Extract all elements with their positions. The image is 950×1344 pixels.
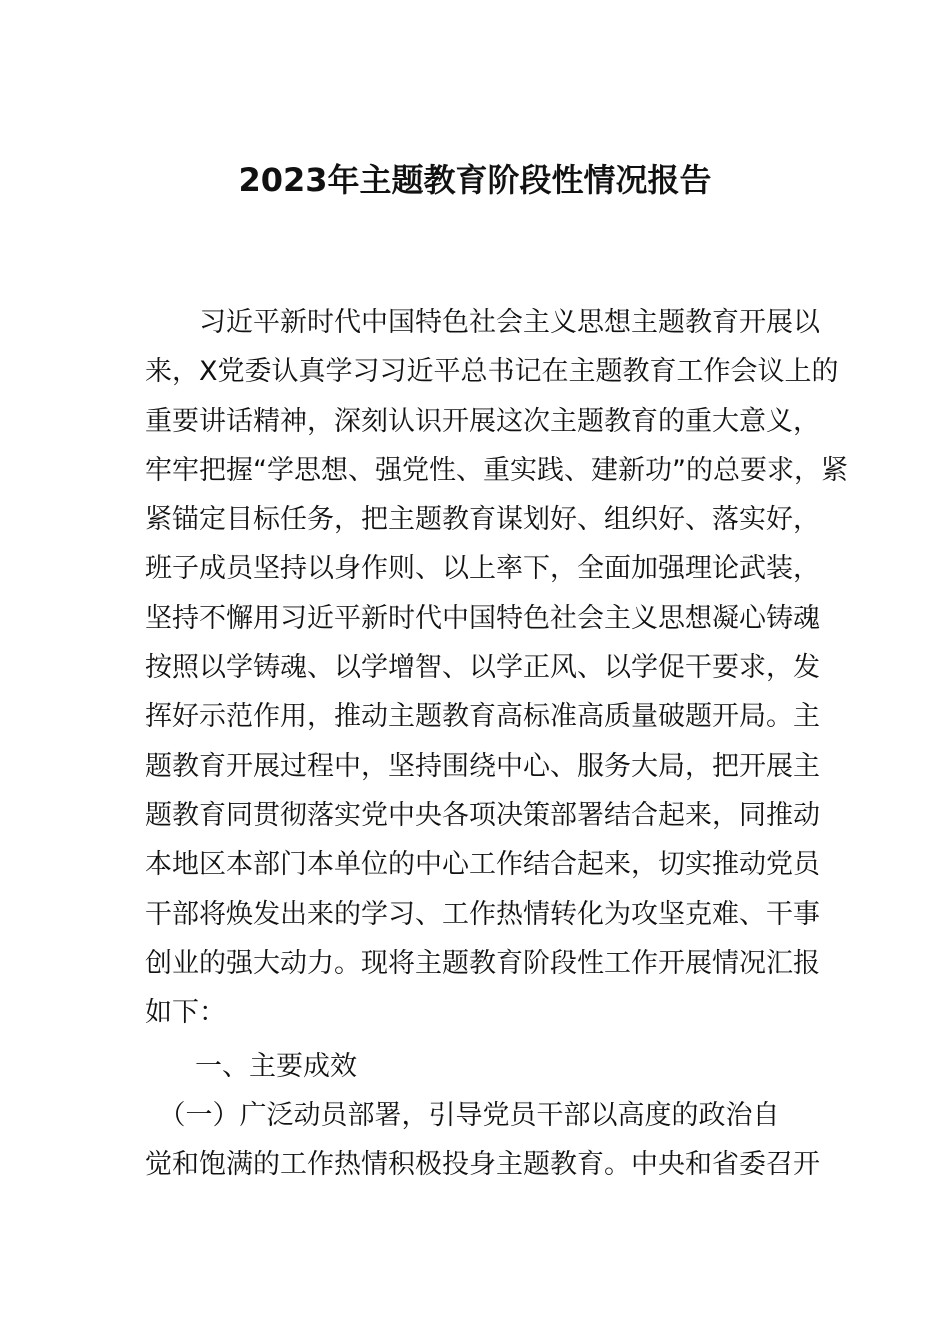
paragraph-line: 如下： bbox=[145, 997, 226, 1029]
paragraph-line: 题教育开展过程中，坚持围绕中心、服务大局，把开展主 bbox=[145, 750, 820, 782]
paragraph-line: 班子成员坚持以身作则、以上率下，全面加强理论武装， bbox=[145, 553, 820, 585]
paragraph-line: 挥好示范作用，推动主题教育高标准高质量破题开局。主 bbox=[145, 701, 820, 733]
paragraph-line: 重要讲话精神，深刻认识开展这次主题教育的重大意义， bbox=[145, 405, 820, 437]
document-title: 2023年主题教育阶段性情况报告 bbox=[238, 161, 712, 199]
paragraph-line: 题教育同贯彻落实党中央各项决策部署结合起来，同推动 bbox=[145, 799, 820, 831]
paragraph-line: 按照以学铸魂、以学增智、以学正风、以学促干要求，发 bbox=[145, 652, 820, 684]
paragraph-line: 牢牢把握“学思想、强党性、重实践、建新功”的总要求，紧 bbox=[145, 454, 848, 486]
section-paragraph bbox=[145, 1091, 820, 1190]
paragraph-line: （一）广泛动员部署，引导党员干部以高度的政治自 bbox=[145, 1100, 780, 1131]
paragraph-line: 干部将焕发出来的学习、工作热情转化为攻坚克难、干事 bbox=[145, 898, 820, 930]
paragraph-line: 坚持不懈用习近平新时代中国特色社会主义思想凝心铸魂 bbox=[145, 602, 820, 634]
paragraph-line: 习近平新时代中国特色社会主义思想主题教育开展以 bbox=[145, 307, 820, 338]
paragraph-line: 紧锚定目标任务，把主题教育谋划好、组织好、落实好， bbox=[145, 504, 820, 536]
paragraph-line: 觉和饱满的工作热情积极投身主题教育。中央和省委召开 bbox=[145, 1149, 820, 1181]
intro-paragraph bbox=[145, 298, 848, 1037]
paragraph-line: 创业的强大动力。现将主题教育阶段性工作开展情况汇报 bbox=[145, 947, 820, 979]
paragraph-line: 本地区本部门本单位的中心工作结合起来，切实推动党员 bbox=[145, 849, 820, 881]
section-heading: 一、主要成效 bbox=[195, 1051, 357, 1082]
paragraph-line: 来，X党委认真学习习近平总书记在主题教育工作会议上的 bbox=[145, 356, 839, 388]
